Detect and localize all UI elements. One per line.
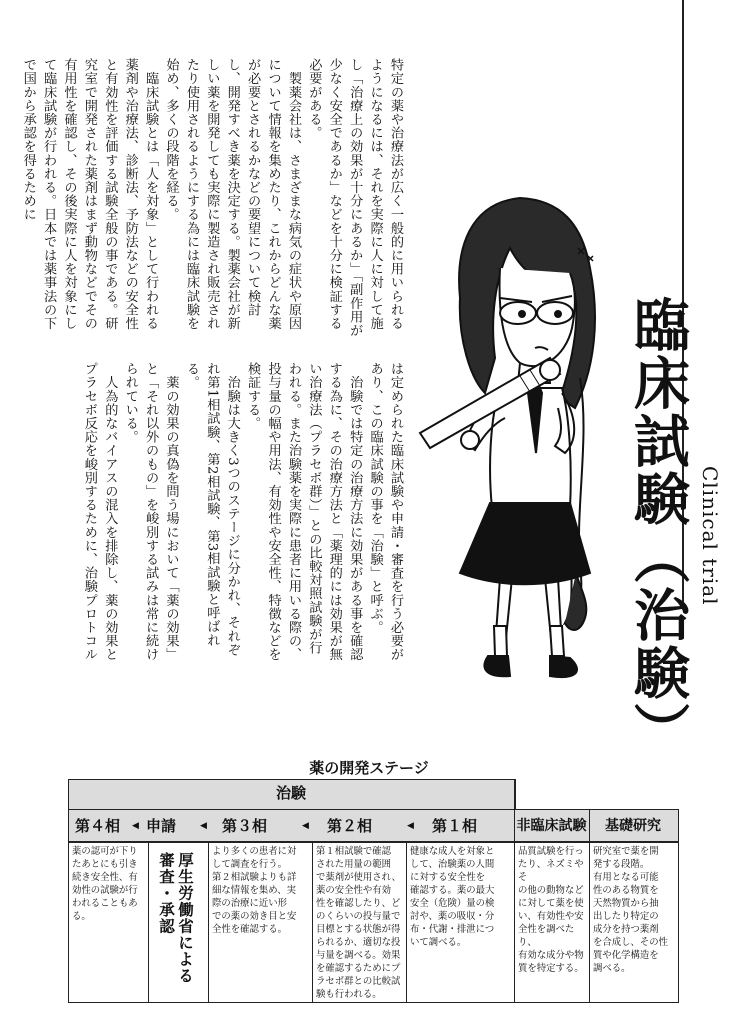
phase2-description: 第１相試験で確認 された用量の範囲 で薬剤が使用され、 薬の安全性や有効 性を確認したり、ど のくらいの投与量で 目標とする状態が得 られるか、適切な投 与量を調べる。効果 を確認するためにプ ラセボ群との比較試 験も行われる。 <box>316 846 401 1000</box>
column-divider <box>148 841 149 1002</box>
phase1-description: 健康な成人を対象と して、治験薬の人間 に対する安全性を 確認する。薬の最大 安全（危険）量の検 討や、薬の吸収・分 布・代謝・排泄につ いて調べる。 <box>410 846 495 948</box>
application-description: 厚生労働省による 審査・承認 <box>157 852 194 984</box>
schoolgirl-illustration <box>400 178 650 703</box>
phase3-description: より多くの患者に対 して調査を行う。 第２相試験よりも詳 細な情報を集め、実 際の治療に近い形 での薬の効き目と安 全性を確認する。 <box>212 846 297 935</box>
article-upper-column: 特定の薬や治療法が広く一般的に用いられるようになるには、それを実際に人に対して施し「治療上の効果が十分にあるか」「副作用が少なく安全であるか」などを十分に検証する必要がある。 製薬会社は、さまざまな病気の症状や原因について情報を集めたり、これからどんな薬が必要とされるかなどの要望について検討し、開発すべき薬を決定する。製薬会社が新しい薬を開発しても実際に製造され販売されたり使用されるようにする為には臨床試験を始め、多くの段階を経る。 臨床試験とは「人を対象」として行われる薬剤や治療法、診断法、予防法などの安全性と有効性を評価する試験全般の事である。研究室で開発された薬剤はまず動物などでその有用性を確認し、その後実際に人を対象にして臨床試験が行われる。日本では薬事法の下で国から承認を得るために <box>20 58 403 337</box>
phase3-label: 第３相 <box>222 817 268 835</box>
chiken-band-label: 治験 <box>275 784 306 802</box>
column-divider <box>312 841 313 1002</box>
column-divider <box>514 779 515 1002</box>
chart-title: 薬の開発ステージ <box>309 759 429 777</box>
phase2-label: 第２相 <box>327 817 373 835</box>
arrow-icon: ◀ <box>302 821 309 831</box>
column-divider <box>208 841 209 1002</box>
basic-research-label: 基礎研究 <box>605 818 661 834</box>
page-subtitle-english: Clinical trial <box>698 466 722 606</box>
basic-research-description: 研究室で薬を開 発する段階。 有用となる可能 性のある物質を 天然物質から抽 出したり特定の 成分を持つ薬剤 を合成し、その性 質や化学構造を 調べる。 <box>593 846 669 974</box>
phase1-label: 第１相 <box>432 817 478 835</box>
column-divider <box>406 841 407 1002</box>
arrow-icon: ◀ <box>200 821 207 831</box>
nonclinical-description: 品質試験を行っ たり、ネズミやそ の他の動物など に対して薬を使 い、有効性や安 全性を調べたり、 有効な成分や物 質を特定する。 <box>518 846 584 974</box>
arrow-icon: ◀ <box>407 821 414 831</box>
application-label: 申請 <box>146 817 177 835</box>
phase4-label: 第４相 <box>75 817 121 835</box>
column-divider <box>589 809 590 1002</box>
nonclinical-label: 非臨床試験 <box>516 818 587 834</box>
page-title: 臨床試験（治験） <box>625 296 691 760</box>
phase4-description: 薬の認可が下り たあとにも引き 続き安全性、有 効性の試験が行 われることもあ る。 <box>72 846 138 922</box>
arrow-icon: ◀ <box>132 821 139 831</box>
article-lower-column: は定められた臨床試験や申請・審査を行う必要があり、この臨床試験の事を「治験」と呼ぶ。 治験では特定の治療方法に効果がある事を確認する為に、その治療方法と「薬理的には効果が無い治療法（プラセボ群）」との比較対照試験が行われる。また治験薬を実際に患者に用いる際の、投与量の幅や用法、有効性や安全性、特徴などを検証する。 治験は大きく3つのステージに分かれ、それぞれ第1相試験、第2相試験、第3相試験と呼ばれる。 薬の効果の真偽を問う場において「薬の効果」と「それ以外のもの」を峻別する試みは常に続けられている。 人為的なバイアスの混入を排除し、薬の効果とプラセボ反応を峻別するために、治験プロトコル <box>81 362 403 662</box>
